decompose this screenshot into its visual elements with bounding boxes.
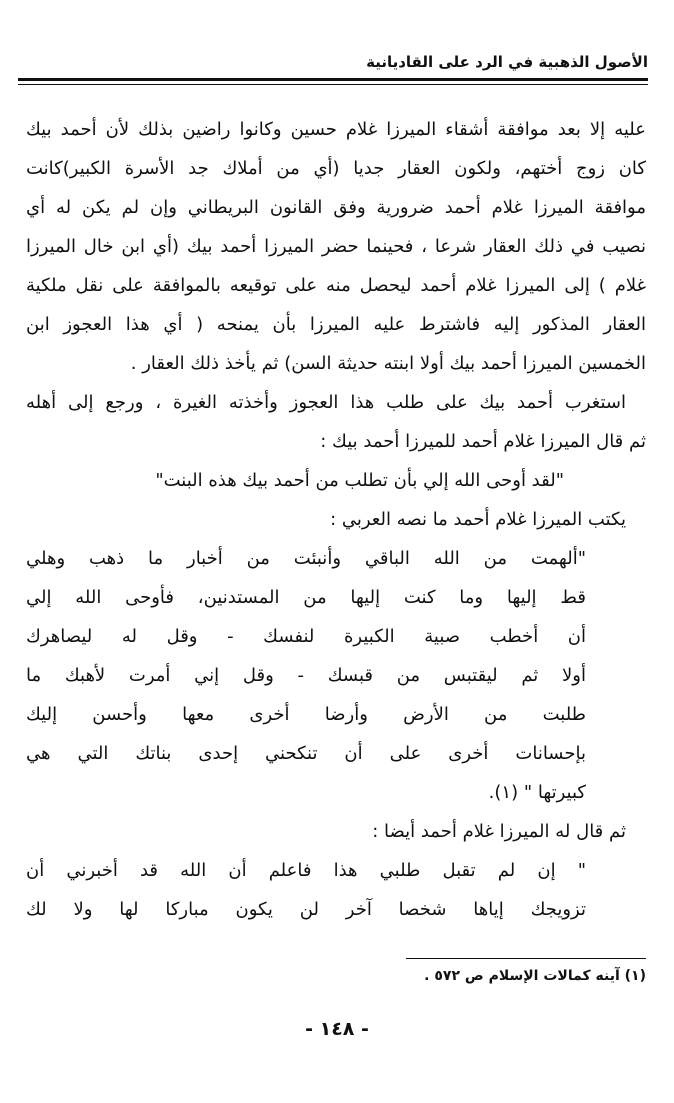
quote-line: طلبت من الأرض وأرضا أخرى معها وأحسن إليك bbox=[26, 704, 586, 725]
quote-line: "ألهمت من الله الباقي وأنبئت من أخبار ما ذهب وهلي bbox=[26, 548, 586, 569]
body-line: نصيب في ذلك العقار شرعا ، فحينما حضر الميرزا أحمد بيك (أي ابن خال الميرزا bbox=[26, 236, 646, 257]
footnote: (١) آينه كمالات الإسلام ص ٥٧٢ . bbox=[424, 968, 646, 984]
quote-line: أولا ثم ليقتبس من قبسك - وقل إني أمرت لأهبك ما bbox=[26, 665, 586, 686]
quote-line: تزويجك إياها شخصا آخر لن يكون مباركا لها ولا لك bbox=[26, 899, 586, 920]
quote-line: " إن لم تقبل طلبي هذا فاعلم أن الله قد أخبرني أن bbox=[26, 860, 586, 881]
body-line: غلام ) إلى الميرزا غلام أحمد ليحصل منه على توقيعه بالموافقة على نقل ملكية bbox=[26, 275, 646, 296]
quote-line: كبيرتها " (١). bbox=[488, 782, 586, 803]
quote-line: "لقد أوحى الله إلي بأن تطلب من أحمد بيك هذه البنت" bbox=[155, 470, 564, 491]
page-number: - ١٤٨ - bbox=[305, 1018, 369, 1040]
header-rule bbox=[18, 78, 648, 85]
quote-line: أن أخطب صبية الكبيرة لنفسك - وقل له ليصاهرك bbox=[26, 626, 586, 647]
quote-line: بإحسانات أخرى على أن تنكحني إحدى بناتك التي هي bbox=[26, 743, 586, 764]
body-text bbox=[26, 110, 646, 929]
body-line: كان زوج أختهم، ولكون العقار جديا (أي من أملاك جد الأسرة الكبير)كانت bbox=[26, 158, 646, 179]
body-line: العقار المذكور إليه فاشترط عليه الميرزا بأن يمنحه ( أي هذا العجوز ابن bbox=[26, 314, 646, 335]
quote-line: قط إليها وما كنت إليها من المستدنين، فأوحى الله إلي bbox=[26, 587, 586, 608]
footnote-rule bbox=[406, 958, 646, 959]
body-line: ثم قال له الميرزا غلام أحمد أيضا : bbox=[372, 821, 626, 842]
body-line: الخمسين الميرزا أحمد بيك أولا ابنته حديثة السن) ثم يأخذ ذلك العقار . bbox=[130, 353, 646, 374]
body-line: ثم قال الميرزا غلام أحمد للميرزا أحمد بيك : bbox=[320, 431, 646, 452]
body-line: استغرب أحمد بيك على طلب هذا العجوز وأخذته الغيرة ، ورجع إلى أهله bbox=[26, 392, 626, 413]
body-line: يكتب الميرزا غلام أحمد ما نصه العربي : bbox=[330, 509, 626, 530]
body-line: موافقة الميرزا غلام أحمد ضرورية وفق القانون البريطاني وإن لم يكن له أي bbox=[26, 197, 646, 218]
running-header: الأصول الذهبية في الرد على القاديانية bbox=[366, 53, 648, 71]
body-line: عليه إلا بعد موافقة أشقاء الميرزا غلام حسين وكانوا راضين بذلك لأن أحمد بيك bbox=[26, 119, 646, 140]
